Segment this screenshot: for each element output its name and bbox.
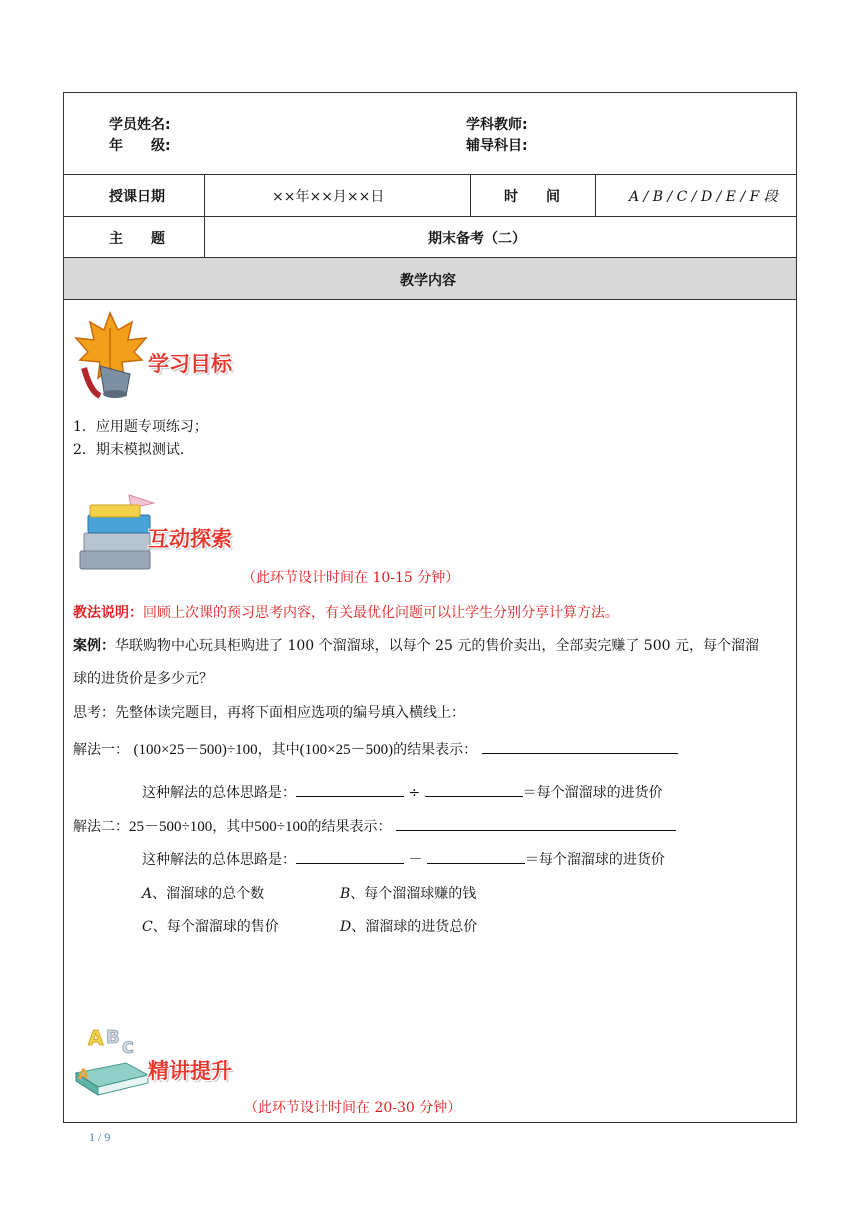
think-text: 思考：先整体读完题目，再将下面相应选项的编号填入横线上： bbox=[73, 705, 465, 721]
goal-item: 1．应用题专项练习； bbox=[73, 419, 208, 435]
svg-text:B: B bbox=[106, 1027, 120, 1048]
topic-label: 主 题 bbox=[109, 231, 165, 247]
method-line bbox=[73, 602, 619, 622]
date-label: 授课日期 bbox=[109, 189, 165, 205]
option-c bbox=[142, 916, 279, 936]
divide-sign: ÷ bbox=[408, 785, 421, 801]
option-key: C bbox=[142, 919, 153, 935]
option-text: 、每个溜溜球的售价 bbox=[152, 919, 279, 935]
goals-badge-title: 学习目标 bbox=[148, 352, 232, 376]
answer-blank[interactable] bbox=[427, 849, 525, 864]
date-value: ××年××月××日 bbox=[272, 189, 385, 205]
lecture-badge-title: 精讲提升 bbox=[148, 1059, 232, 1083]
option-key: B bbox=[340, 886, 351, 902]
time-value: A / B / C / D / E / F 段 bbox=[629, 189, 778, 205]
goal-item: 2．期末模拟测试． bbox=[73, 442, 194, 458]
solution-2-label: 解法二： bbox=[73, 819, 129, 835]
solution-2-tail: 的结果表示： bbox=[307, 819, 392, 835]
svg-text:C: C bbox=[122, 1038, 134, 1057]
maple-leaf-bell-icon bbox=[70, 308, 150, 403]
solution-2-sub: 500÷100 bbox=[254, 819, 308, 835]
solution-2-idea bbox=[142, 849, 665, 869]
row-divider bbox=[64, 174, 796, 175]
col-divider bbox=[470, 174, 471, 216]
solution-2-expr: 25－500÷100 bbox=[129, 819, 213, 835]
explore-time-note: （此环节设计时间在 10-15 分钟） bbox=[242, 570, 460, 586]
option-text: 、溜溜球的进货总价 bbox=[351, 919, 478, 935]
case-text-1: 华联购物中心玩具柜购进了 100 个溜溜球，以每个 25 元的售价卖出，全部卖完赚了 500 元，每个溜溜 bbox=[115, 638, 759, 654]
answer-blank[interactable] bbox=[482, 739, 678, 754]
option-text: 、每个溜溜球赚的钱 bbox=[350, 886, 477, 902]
method-label: 教法说明： bbox=[73, 605, 143, 621]
option-text: 、溜溜球的总个数 bbox=[152, 886, 265, 902]
document-frame bbox=[63, 92, 797, 1123]
case-label: 案例： bbox=[73, 638, 115, 654]
explore-badge-title: 互动探索 bbox=[148, 527, 232, 551]
answer-blank[interactable] bbox=[425, 782, 523, 797]
solution-1-sub: (100×25－500) bbox=[299, 742, 394, 758]
method-text: 回顾上次课的预习思考内容，有关最优化问题可以让学生分别分享计算方法。 bbox=[143, 605, 619, 621]
answer-blank[interactable] bbox=[296, 849, 404, 864]
option-key: A bbox=[142, 886, 153, 902]
case-line-1 bbox=[73, 635, 759, 655]
lecture-time-note: （此环节设计时间在 20-30 分钟） bbox=[244, 1100, 462, 1116]
solution-2-mid: ，其中 bbox=[212, 819, 255, 835]
student-name-label: 学员姓名: bbox=[109, 117, 171, 133]
idea-label: 这种解法的总体思路是： bbox=[142, 852, 296, 868]
solution-1-line bbox=[73, 738, 678, 759]
case-text-2: 球的进货价是多少元？ bbox=[73, 671, 213, 687]
time-label: 时 间 bbox=[504, 189, 560, 205]
row-divider bbox=[64, 299, 796, 300]
answer-blank[interactable] bbox=[296, 782, 404, 797]
answer-blank[interactable] bbox=[396, 816, 676, 831]
minus-sign: － bbox=[408, 852, 423, 868]
subject-label: 辅导科目: bbox=[466, 138, 528, 154]
col-divider bbox=[204, 174, 205, 257]
idea-tail: ＝每个溜溜球的进货价 bbox=[524, 852, 665, 868]
solution-1-expr: (100×25－500)÷100 bbox=[133, 742, 258, 758]
option-d bbox=[340, 916, 477, 936]
abc-book-icon bbox=[72, 1023, 152, 1097]
solution-1-tail: 的结果表示： bbox=[393, 742, 478, 758]
row-divider bbox=[64, 216, 796, 217]
option-b bbox=[340, 883, 476, 903]
solution-1-idea bbox=[142, 782, 663, 802]
svg-text:A: A bbox=[78, 1067, 89, 1083]
col-divider bbox=[595, 174, 596, 216]
page-number: 1 / 9 bbox=[89, 1130, 111, 1144]
option-a bbox=[142, 883, 264, 903]
topic-value: 期末备考（二） bbox=[428, 231, 526, 247]
solution-1-label: 解法一： bbox=[73, 742, 129, 758]
svg-text:A: A bbox=[88, 1026, 104, 1050]
option-key: D bbox=[340, 919, 352, 935]
teacher-label: 学科教师: bbox=[466, 117, 528, 133]
solution-1-mid: ，其中 bbox=[257, 742, 300, 758]
idea-tail: ＝每个溜溜球的进货价 bbox=[522, 785, 663, 801]
solution-2-line bbox=[73, 815, 676, 836]
idea-label: 这种解法的总体思路是： bbox=[142, 785, 296, 801]
grade-label: 年 级: bbox=[109, 138, 171, 154]
section-header-title: 教学内容 bbox=[400, 273, 456, 289]
